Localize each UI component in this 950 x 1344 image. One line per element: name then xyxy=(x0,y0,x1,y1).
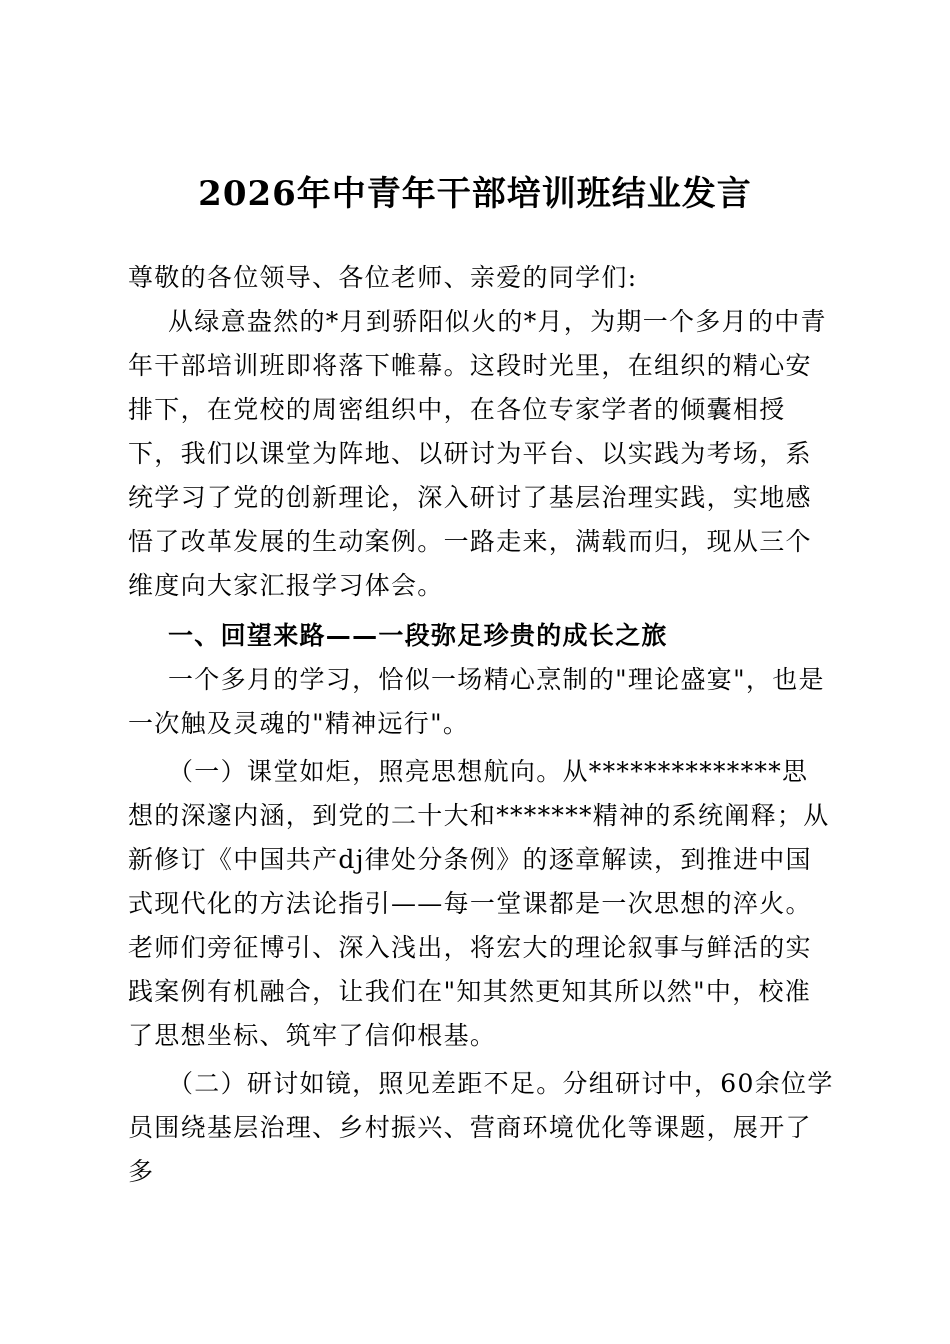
subsection-1-paragraph: （一）课堂如炬，照亮思想航向。从**************思想的深邃内涵，到党的二十大和*******精神的系统阐释；从新修订《中国共产dj律处分条例》的逐章解读，到推进中国式现代化的方法论指引——每一堂课都是一次思想的淬火。老师们旁征博引、深入浅出，将宏大的理论叙事与鲜活的实践案例有机融合，让我们在"知其然更知其所以然"中，校准了思想坐标、筑牢了信仰根基。 xyxy=(128,757,830,1050)
salutation: 尊敬的各位领导、各位老师、亲爱的同学们: xyxy=(128,263,638,292)
document-title: 2026年中青年干部培训班结业发言 xyxy=(198,174,752,214)
subsection-2-paragraph: （二）研讨如镜，照见差距不足。分组研讨中，60余位学员围绕基层治理、乡村振兴、营商环境优化等课题，展开了多 xyxy=(128,1069,834,1186)
section-heading: 一、回望来路——一段弥足珍贵的成长之旅 xyxy=(168,621,668,650)
intro-paragraph: 从绿意盎然的*月到骄阳似火的*月，为期一个多月的中青年干部培训班即将落下帷幕。这段时光里，在组织的精心安排下，在党校的周密组织中，在各位专家学者的倾囊相授下，我们以课堂为阵地、以研讨为平台、以实践为考场，系统学习了党的创新理论，深入研讨了基层治理实践，实地感悟了改革发展的生动案例。一路走来，满载而归，现从三个维度向大家汇报学习体会。 xyxy=(128,307,827,600)
document-body xyxy=(128,256,834,1194)
section-intro-paragraph: 一个多月的学习，恰似一场精心烹制的"理论盛宴"，也是一次触及灵魂的"精神远行"。 xyxy=(128,665,825,738)
